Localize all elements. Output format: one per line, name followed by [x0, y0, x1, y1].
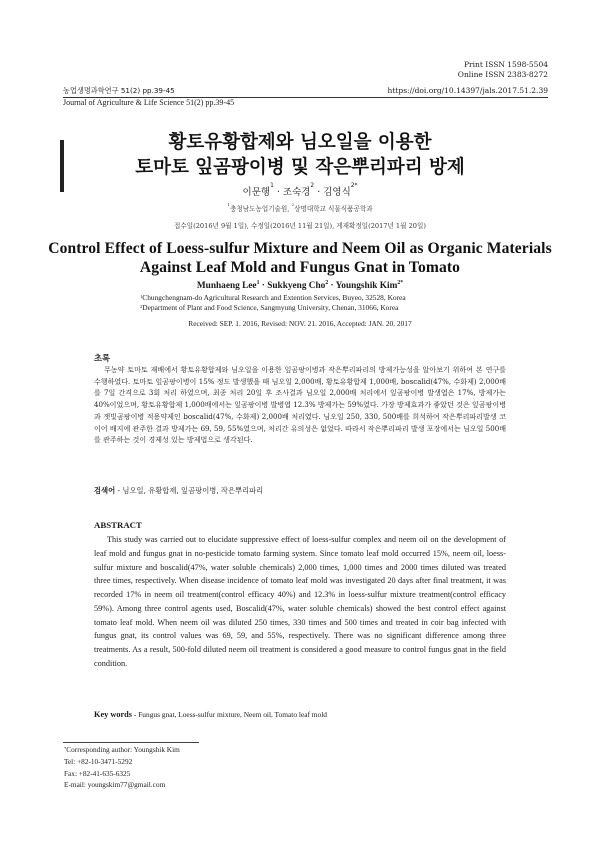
footnote-fax: Fax: +82-41-635-6325 — [64, 768, 131, 778]
author-sep: · — [328, 281, 336, 291]
doi-link[interactable]: https://doi.org/10.14397/jals.2017.51.2.39 — [387, 86, 548, 95]
authors-en — [0, 281, 600, 291]
aff-en-1-row — [140, 293, 480, 303]
author-en-1: Munhaeng Lee — [196, 281, 257, 291]
journal-en: Journal of Agriculture & Life Science 51(2) pp.39-45 — [63, 98, 235, 107]
author-kr-1: 이문행 — [242, 187, 271, 198]
authors-kr — [0, 184, 600, 198]
title-kr-line1: 황토유황합제와 님오일을 이용한 — [168, 132, 432, 153]
author-kr-3-sup: 2* — [350, 182, 358, 189]
title-en-line2: Against Leaf Mold and Fungus Gnat in Tomato — [139, 259, 461, 276]
print-issn: Print ISSN 1598-5504 — [463, 60, 548, 69]
abstract-en-body — [94, 533, 506, 671]
footnote-email[interactable]: E-mail: youngskim77@gmail.com — [64, 780, 166, 790]
journal-kr: 농업생명과학연구 51(2) pp.39-45 — [63, 86, 175, 95]
author-kr-2-sup: 2 — [310, 182, 315, 189]
affiliation-kr — [0, 203, 600, 213]
abstract-en-text: This study was carried out to elucidate suppressive effect of loess-sulfur complex and neem oil on the development of leaf mold and fungus gnat in no-pesticide tomato farming system. Since tomato leaf mold occurred 15%, neem oil, loess-sulfur mixture and boscalid(47%, water soluble chemicals) 2,000 times, 1,000 times and 2000 times diluted was treated three times, respectively. When disease incidence of tomato leaf mold was investigated 20 days after final treatment, it was recorded 17% in neem oil treatment(control efficacy 40%) and 12.3% in loess-sulfur mixture treatment(control efficacy 59%). Among three control agents used, Boscalid(47%, water soluble chemicals) showed the best control effect against tomato leaf mold. When neem oil was diluted 250 times, 330 times and 500 times and treated in coir bag infected with fungus gnat, its control values was 69, 59, and 55%, respectively. There was no significant difference among three treatments. As a result, 500-fold diluted neem oil treatment is considered a good measure to control fungus gnat in the field condition. — [94, 535, 506, 668]
author-en-1-sup: 1 — [256, 279, 260, 286]
abstract-en-heading: ABSTRACT — [94, 520, 142, 530]
footnote — [64, 744, 364, 791]
corresponding-text: Corresponding author: Youngshik Kim — [66, 745, 180, 754]
aff-en-2-row — [140, 303, 480, 313]
received-kr: 접수일(2016년 9월 1일), 수정일(2016년 11월 21일), 게재확정일(2017년 1월 20일) — [174, 222, 426, 230]
author-sep: · — [314, 187, 324, 198]
keywords-en — [94, 710, 514, 719]
abstract-kr-body — [94, 364, 506, 446]
aff-sup: 2 — [291, 201, 295, 207]
keywords-kr — [94, 486, 514, 496]
issn-block — [458, 60, 548, 80]
author-kr-3: 김영식 — [323, 187, 351, 198]
author-kr-2: 조숙경 — [282, 187, 311, 198]
aff-sup: 1 — [227, 201, 230, 207]
affiliation-en — [140, 293, 480, 313]
keywords-en-list: - Fungus gnat, Loess-sulfur mixture, Neem oil, Tomato leaf mold — [132, 710, 327, 719]
keywords-kr-label: 검색어 — [94, 486, 116, 495]
title-en-line1: Control Effect of Loess-sulfur Mixture and Neem Oil as Organic Materials — [48, 240, 552, 257]
author-en-3: Youngshik Kim — [335, 281, 398, 291]
footnote-star: * — [64, 745, 67, 751]
received-en: Received: SEP. 1. 2016, Revised: NOV. 21. 2016, Accepted: JAN. 20. 2017 — [188, 319, 412, 328]
aff-kr-1: 충청남도농업기술원, — [229, 205, 292, 213]
author-sep: · — [273, 187, 283, 198]
keywords-en-label: Key words — [94, 710, 133, 719]
author-en-2-sup: 2 — [325, 279, 329, 286]
footnote-rule — [63, 742, 199, 743]
aff-kr-2: 상명대학교 식물식품공학과 — [294, 205, 373, 213]
aff-sup: 1 — [140, 293, 143, 299]
author-kr-1-sup: 1 — [270, 182, 274, 189]
title-kr-line2: 토마토 잎곰팡이병 및 작은뿌리파리 방제 — [135, 157, 465, 178]
aff-en-2: Department of Plant and Food Science, Sangmyung University, Chenan, 31066, Korea — [142, 303, 399, 312]
corresponding-author — [64, 744, 364, 756]
footnote-tel: Tel: +82-10-3471-5292 — [64, 756, 133, 766]
abstract-kr-text: 무농약 토마토 재배에서 황토유황합제와 님오일을 이용한 잎곰팡이병과 작은뿌리파리의 방제가능성을 알아보기 위하여 본 연구를 수행하였다. 토마토 잎곰팡이병이 15% 정도 발생했을 때 님오일 2,000배, 황토유황합제 1,000배, boscalid(47%, 수화제) 2,000배를 7일 간격으로 3회 처리 하였으며, 최종 처리 20일 후 조사결과 님오일 2,000배 처리에서 잎곰팡이병 발생엽은 17%, 방제가는 40%이었으며, 황토유황합제 1,000배에서는 잎곰팡이병 발병엽 12.3% 방제가는 59%였다. 가장 방제효과가 좋았던 것은 잎곰팡이병과 잿빛곰팡이병 적용약제인 boscalid(47%, 수화제) 2,000배 처리였다. 님오일 250, 330, 500배를 희석하여 작은뿌리파리발생 코이어 배지에 관주한 결과 방제가는 69, 59, 55%였으며, 처리간 유의성은 없었다. 따라서 작은뿌리파리 발생 포장에서는 님오일 500배를 관주하는 것이 경제성 있는 방제법으로 생각된다. — [94, 365, 506, 445]
abstract-kr-heading: 초록 — [94, 353, 111, 363]
aff-sup: 2 — [140, 303, 143, 309]
online-issn: Online ISSN 2383-8272 — [457, 70, 548, 79]
author-en-3-sup: 2* — [397, 279, 404, 286]
author-en-2: Sukkyeng Cho — [267, 281, 326, 291]
keywords-kr-list: - 님오일, 유황합제, 잎곰팡이병, 작은뿌리파리 — [115, 486, 264, 495]
author-sep: · — [259, 281, 268, 291]
aff-en-1: Chungchengnam-do Agricultural Research and Extention Services, Buyeo, 32528, Korea — [142, 293, 406, 302]
